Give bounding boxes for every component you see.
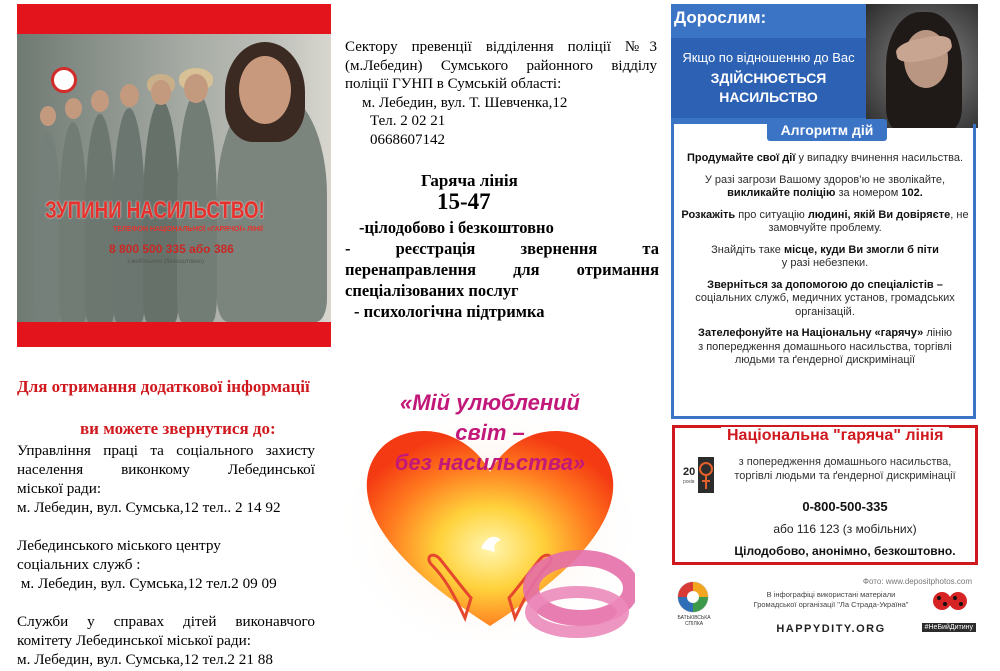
algorithm-step: Знайдіть таке місце, куди Ви змогли б піти у разі небезпеки. [711, 243, 939, 269]
heart-illustration [345, 388, 635, 640]
hotline-feature: - реєстрація звернення та [345, 239, 659, 258]
materials-credit-line: В інфографіці використані матеріали [766, 590, 896, 599]
algorithm-infographic [671, 4, 978, 419]
police-phone-1: Тел. 2 02 21 [370, 113, 446, 129]
poster-figure-head [65, 98, 82, 119]
algorithm-steps [679, 152, 971, 376]
hotline-features [345, 217, 659, 322]
algorithm-step: Продумайте свої дії у випадку вчинення насильства. [686, 152, 964, 164]
banner-line: Якщо по відношенню до Вас [682, 50, 855, 65]
org3-address: м. Лебедин, вул. Сумська,12 тел.2 21 88 [17, 651, 273, 668]
poster-subtitle: ТЕЛЕФОН НАЦІОНАЛЬНОЇ «ГАРЯЧОЇ» ЛІНІЇ [113, 226, 263, 233]
algorithm-step: Зверніться за допомогою до спеціалістів – соціальних служб, медичних установ, громадських організацій. [695, 278, 955, 318]
hotline-title: Гаряча лінія [421, 171, 518, 190]
poster-photo [17, 34, 331, 322]
hotline-feature: - психологічна підтримка [354, 302, 545, 321]
poster-phone-note: з мобільного (безкоштовно) [127, 259, 205, 265]
org2-name-line: соціальних служб : [17, 556, 141, 573]
police-phone-2: 0668607142 [370, 131, 445, 148]
parents-union-icon [677, 581, 709, 613]
infographic-header [671, 4, 866, 124]
police-name-line: (м.Лебедин) Сумського районного відділу [345, 57, 657, 74]
org2-address: м. Лебедин, вул. Сумська,12 тел.2 09 09 [17, 575, 277, 592]
national-hotline-purpose [715, 455, 975, 483]
purpose-line: торгівлі людьми та ґендерної дискримінації [734, 470, 956, 482]
infographic-footer [672, 568, 978, 640]
police-name-line: поліції ГУНП в Сумській області: [345, 76, 562, 92]
materials-credit [736, 590, 926, 610]
purpose-line: з попередження домашнього насильства, [738, 456, 952, 468]
poster-figure-head [40, 106, 56, 126]
national-hotline-box [672, 425, 978, 565]
tv-channel-logo [51, 67, 77, 93]
org1-name-line: населення виконкому Лебединської [17, 461, 315, 478]
national-hotline-mobile: або 116 123 (з мобільних) [773, 522, 917, 536]
hotline-feature: перенаправлення для отримання [345, 260, 659, 279]
poster-figure-head [120, 84, 139, 107]
poster-figure-head [91, 90, 109, 112]
campaign-poster [17, 4, 331, 347]
parents-union-logo [677, 581, 709, 613]
anniversary-logo-icon [682, 455, 714, 495]
police-contacts [345, 38, 657, 149]
hotline-feature: -цілодобово і безкоштовно [359, 218, 554, 237]
banner-line: НАСИЛЬСТВО [719, 89, 818, 105]
hashtag-badge: #НеБийДитину [922, 623, 976, 632]
photo-credit: Фото: www.depositphotos.com [862, 577, 972, 586]
national-hotline-phone: 0-800-500-335 [802, 499, 888, 514]
poster-figure [35, 132, 61, 322]
parents-union-label: БАТЬКІВСЬКА СПІЛКА [677, 615, 711, 627]
police-name-line: Сектору превенції відділення поліції №3 [345, 39, 657, 55]
hotline-number: 15-47 [437, 189, 491, 214]
org2-name-line: Лебединського міського центру [17, 537, 221, 554]
more-info-heading: Для отримання додаткової інформації [17, 377, 310, 396]
heart-slogan-line: світ – [455, 420, 525, 445]
heart-slogan [345, 388, 635, 478]
algorithm-step: Зателефонуйте на Національну «гарячу» лінію з попередження домашнього насильства, торгівлі людьми та ґендерної дискримінації [698, 327, 952, 366]
banner-line: ЗДІЙСНЮЄТЬСЯ [710, 70, 827, 86]
org1-name-line: Управління праці та соціального захисту [17, 442, 315, 459]
poster-figure-head [151, 80, 171, 105]
org1-address: м. Лебедин, вул. Сумська,12 тел.. 2 14 92 [17, 499, 281, 516]
heart-slogan-line: без насильства» [394, 450, 586, 475]
national-hotline-hours: Цілодобово, анонімно, безкоштовно. [734, 544, 956, 558]
ladybug-icon [932, 590, 968, 617]
poster-main-head [239, 56, 291, 124]
org1-name-line: міської ради: [17, 480, 102, 497]
heart-slogan-line: «Мій улюблений [399, 390, 580, 415]
website-link[interactable]: HAPPYDITY.ORG [776, 623, 886, 635]
materials-credit-line: Громадської організації "Ла Страда-Україна" [753, 600, 909, 609]
algorithm-title: Алгоритм дій [767, 119, 887, 141]
hotline-feature: спеціалізованих послуг [345, 281, 519, 300]
la-strada-20-logo [682, 455, 714, 495]
poster-phone: 8 800 500 335 або 386 [109, 242, 234, 256]
poster-title: ЗУПИНИ НАСИЛЬСТВО! [45, 197, 265, 224]
svg-text:років: років [683, 479, 695, 485]
distressed-woman-photo [866, 4, 978, 128]
org3-name-line: Служби у справах дітей виконавчого [17, 613, 315, 630]
algorithm-step: У разі загрози Вашому здоров’ю не зволікайте, викликайте поліцію за номером 102. [704, 173, 946, 199]
contacts-list [17, 441, 315, 669]
national-hotline-title: Національна "гаряча" лінія [721, 427, 949, 445]
adults-label: Дорослим: [674, 8, 767, 27]
algorithm-step: Розкажіть про ситуацію людині, якій Ви довіряєте, не замовчуйте проблему. [681, 208, 969, 234]
svg-text:20: 20 [683, 466, 696, 478]
police-address: м. Лебедин, вул. Т. Шевченка,12 [362, 94, 568, 111]
poster-figure-head [184, 74, 208, 103]
contact-us-heading: ви можете звернутися до: [80, 419, 276, 438]
org3-name-line: комітету Лебединської міської ради: [17, 632, 251, 649]
